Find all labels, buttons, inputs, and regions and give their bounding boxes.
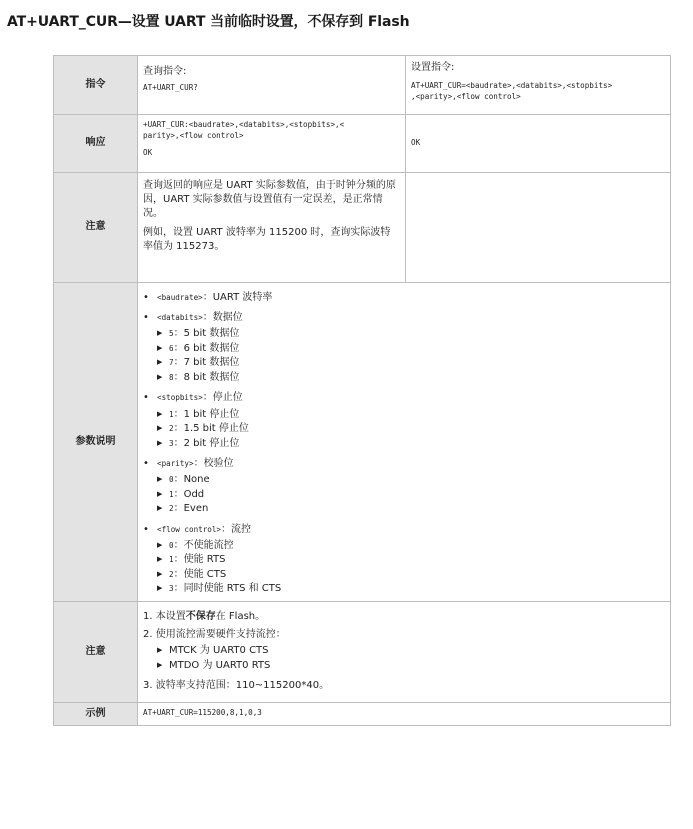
note-1-paragraph-1: 查询返回的响应是 UART 实际参数值，由于时钟分频的原因，UART 实际参数值与设置值有一定误差，是正常情况。 (143, 180, 396, 220)
option-item (157, 488, 665, 503)
set-command-cell (406, 56, 671, 115)
option-text: ：使能 RTS (173, 554, 226, 566)
note-subitem-text: MTDO 为 UART0 RTS (169, 659, 271, 671)
triangle-bullet-icon: ▶ (157, 372, 163, 381)
option-text: ：5 bit 数据位 (173, 328, 240, 340)
option-text: ：Even (173, 503, 209, 515)
triangle-bullet-icon: ▶ (157, 555, 163, 564)
triangle-bullet-icon: ▶ (157, 424, 163, 433)
params-row (54, 283, 671, 602)
triangle-bullet-icon: ▶ (157, 329, 163, 338)
example-code: AT+UART_CUR=115200,8,1,0,3 (143, 708, 262, 718)
bullet-icon: • (143, 392, 149, 404)
option-code: 2 (169, 504, 174, 514)
note-header-2: 注意 (54, 601, 138, 702)
option-item (157, 473, 665, 488)
bullet-icon: • (143, 312, 149, 324)
set-response-cell (406, 115, 671, 173)
option-item (157, 422, 665, 437)
databits-options (157, 327, 665, 385)
option-item (157, 539, 665, 554)
note-subitem (157, 644, 665, 659)
param-baudrate (143, 291, 665, 305)
option-item (157, 582, 665, 597)
note-subitem (157, 659, 665, 674)
option-item (157, 553, 665, 568)
option-item (157, 502, 665, 517)
note-2-subitems (157, 644, 665, 673)
example-cell (138, 702, 671, 725)
bullet-icon: • (143, 292, 149, 303)
option-code: 3 (169, 438, 174, 448)
option-code: 5 (169, 329, 174, 339)
param-name: <stopbits> (157, 393, 203, 403)
param-stopbits (143, 391, 665, 451)
note-2-item-2: 2. 使用流控需要硬件支持流控： (143, 629, 286, 641)
note-2-item-1 (143, 610, 665, 624)
option-text: ：2 bit 停止位 (173, 437, 240, 449)
triangle-bullet-icon: ▶ (157, 540, 163, 549)
query-response-line2: parity>,<flow control> (143, 130, 244, 140)
option-item (157, 327, 665, 342)
option-text: ：使能 CTS (173, 568, 227, 580)
example-header: 示例 (54, 702, 138, 725)
triangle-bullet-icon: ▶ (157, 569, 163, 578)
note-header-1: 注意 (54, 173, 138, 283)
response-header: 响应 (54, 115, 138, 173)
option-text: ：7 bit 数据位 (173, 357, 240, 369)
set-command-code-line1: AT+UART_CUR=<baudrate>,<databits>,<stopbits> (411, 81, 613, 91)
option-text: ：不使能流控 (173, 539, 234, 551)
option-text: ：6 bit 数据位 (173, 342, 240, 354)
param-databits (143, 311, 665, 385)
param-desc: ：停止位 (202, 392, 243, 404)
param-name: <databits> (157, 313, 203, 323)
example-row (54, 702, 671, 725)
note-2-item-3: 3. 波特率支持范围：110~115200*40。 (143, 680, 330, 692)
note-1-cell (138, 173, 406, 283)
option-text: ：Odd (173, 488, 205, 500)
command-spec-table (53, 55, 671, 726)
option-code: 2 (169, 424, 174, 434)
option-code: 1 (169, 489, 174, 499)
note-text: 1. 本设置 (143, 610, 186, 622)
bullet-icon: • (143, 458, 149, 470)
option-code: 2 (169, 569, 174, 579)
option-text: ：1 bit 停止位 (173, 408, 240, 420)
triangle-bullet-icon: ▶ (157, 438, 163, 447)
command-row (54, 56, 671, 115)
params-header: 参数说明 (54, 283, 138, 602)
option-item (157, 408, 665, 423)
stopbits-options (157, 408, 665, 452)
query-command-label: 查询指令: (143, 66, 187, 77)
triangle-bullet-icon: ▶ (157, 504, 163, 513)
note-2-cell (138, 601, 671, 702)
query-command-cell (138, 56, 406, 115)
param-desc: ：流控 (221, 523, 252, 535)
query-response-cell (138, 115, 406, 173)
option-code: 3 (169, 584, 174, 594)
triangle-bullet-icon: ▶ (157, 489, 163, 498)
triangle-bullet-icon: ▶ (157, 584, 163, 593)
option-item (157, 342, 665, 357)
note-1-paragraph-2: 例如，设置 UART 波特率为 115200 时，查询实际波特率值为 115273。 (143, 226, 391, 252)
option-code: 7 (169, 358, 174, 368)
set-response-ok: OK (411, 138, 421, 148)
triangle-bullet-icon: ▶ (157, 409, 163, 418)
parity-options (157, 473, 665, 517)
triangle-bullet-icon: ▶ (157, 343, 163, 352)
param-desc: ：UART 波特率 (202, 292, 273, 303)
param-name: <parity> (157, 459, 194, 469)
note-subitem-text: MTCK 为 UART0 CTS (169, 645, 269, 657)
triangle-bullet-icon: ▶ (157, 646, 163, 655)
option-text: ：同时使能 RTS 和 CTS (173, 583, 282, 595)
query-command-code: AT+UART_CUR? (143, 83, 198, 93)
option-code: 6 (169, 343, 174, 353)
option-code: 0 (169, 540, 174, 550)
param-parity (143, 457, 665, 517)
response-row (54, 115, 671, 173)
triangle-bullet-icon: ▶ (157, 475, 163, 484)
note-bold-text: 不保存 (185, 610, 216, 622)
query-response-line1: +UART_CUR:<baudrate>,<databits>,<stopbits>,< (143, 120, 345, 129)
option-text: ：1.5 bit 停止位 (173, 423, 249, 435)
set-command-code-line2: ,<parity>,<flow control> (411, 91, 521, 101)
flow-control-options (157, 539, 665, 597)
query-response-ok: OK (143, 147, 153, 157)
option-code: 1 (169, 409, 174, 419)
param-desc: ：校验位 (193, 458, 234, 470)
param-flow-control (143, 523, 665, 597)
triangle-bullet-icon: ▶ (157, 358, 163, 367)
option-text: ：8 bit 数据位 (173, 371, 240, 383)
option-item (157, 568, 665, 583)
option-code: 1 (169, 555, 174, 565)
option-item (157, 371, 665, 386)
option-code: 0 (169, 475, 174, 485)
command-header: 指令 (54, 56, 138, 115)
param-name: <flow control> (157, 524, 222, 534)
note-1-empty-cell (406, 173, 671, 283)
option-item (157, 437, 665, 452)
option-item (157, 356, 665, 371)
option-text: ：None (173, 474, 210, 486)
set-command-label: 设置指令: (411, 62, 455, 73)
params-cell (138, 283, 671, 602)
param-name: <baudrate> (157, 293, 203, 302)
page-title: AT+UART_CUR—设置 UART 当前临时设置，不保存到 Flash (7, 14, 410, 30)
option-code: 8 (169, 372, 174, 382)
triangle-bullet-icon: ▶ (157, 660, 163, 669)
note-text: 在 Flash。 (215, 610, 266, 622)
note-row-1 (54, 173, 671, 283)
note-row-2 (54, 601, 671, 702)
bullet-icon: • (143, 523, 149, 535)
param-desc: ：数据位 (202, 312, 243, 324)
